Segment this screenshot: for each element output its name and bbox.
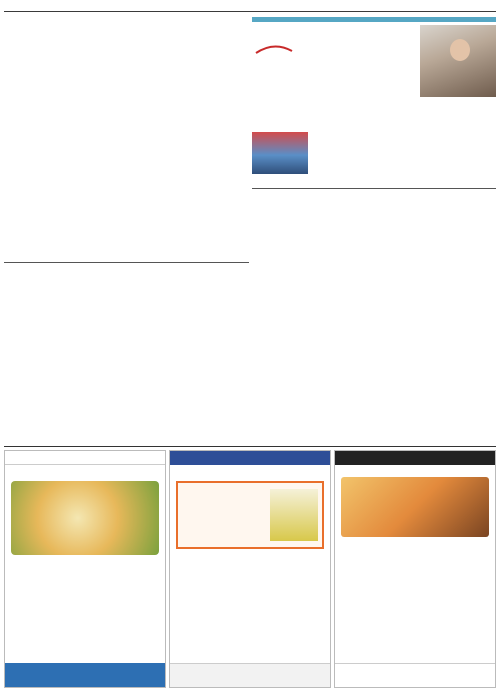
ad3-top (335, 451, 495, 465)
masthead (4, 3, 496, 12)
ad3-product-image (341, 477, 489, 537)
ad2-product-panel (176, 481, 324, 549)
ad-blood-sugar[interactable] (169, 450, 331, 688)
feature-story-2 (252, 124, 496, 184)
feature-photo (420, 25, 496, 97)
ad-men-health[interactable] (334, 450, 496, 688)
channel-logo (254, 43, 294, 73)
logo-swoosh-icon (254, 43, 294, 57)
tv-schedule-bottom (4, 262, 249, 440)
ad1-phone[interactable] (5, 663, 165, 687)
ad2-top (170, 451, 330, 465)
channel-number-line (4, 14, 249, 19)
feature-tag (252, 17, 496, 22)
ad-bowel-health[interactable] (4, 450, 166, 688)
feature-story (252, 17, 496, 117)
ad3-body (335, 541, 495, 545)
ad3-subhead (335, 469, 495, 473)
footer-note (4, 443, 496, 447)
feature2-photo (252, 132, 308, 174)
ad2-phone[interactable] (170, 663, 330, 687)
cable-schedule (252, 188, 496, 440)
ad2-subhead (170, 471, 330, 477)
ad2-product-box (270, 489, 318, 541)
ad1-product-image (11, 481, 159, 555)
ad2-body (170, 553, 330, 557)
ad1-body (5, 473, 165, 477)
tv-schedule-top (4, 24, 249, 256)
ad1-top (5, 451, 165, 465)
ad3-phone[interactable] (335, 663, 495, 687)
